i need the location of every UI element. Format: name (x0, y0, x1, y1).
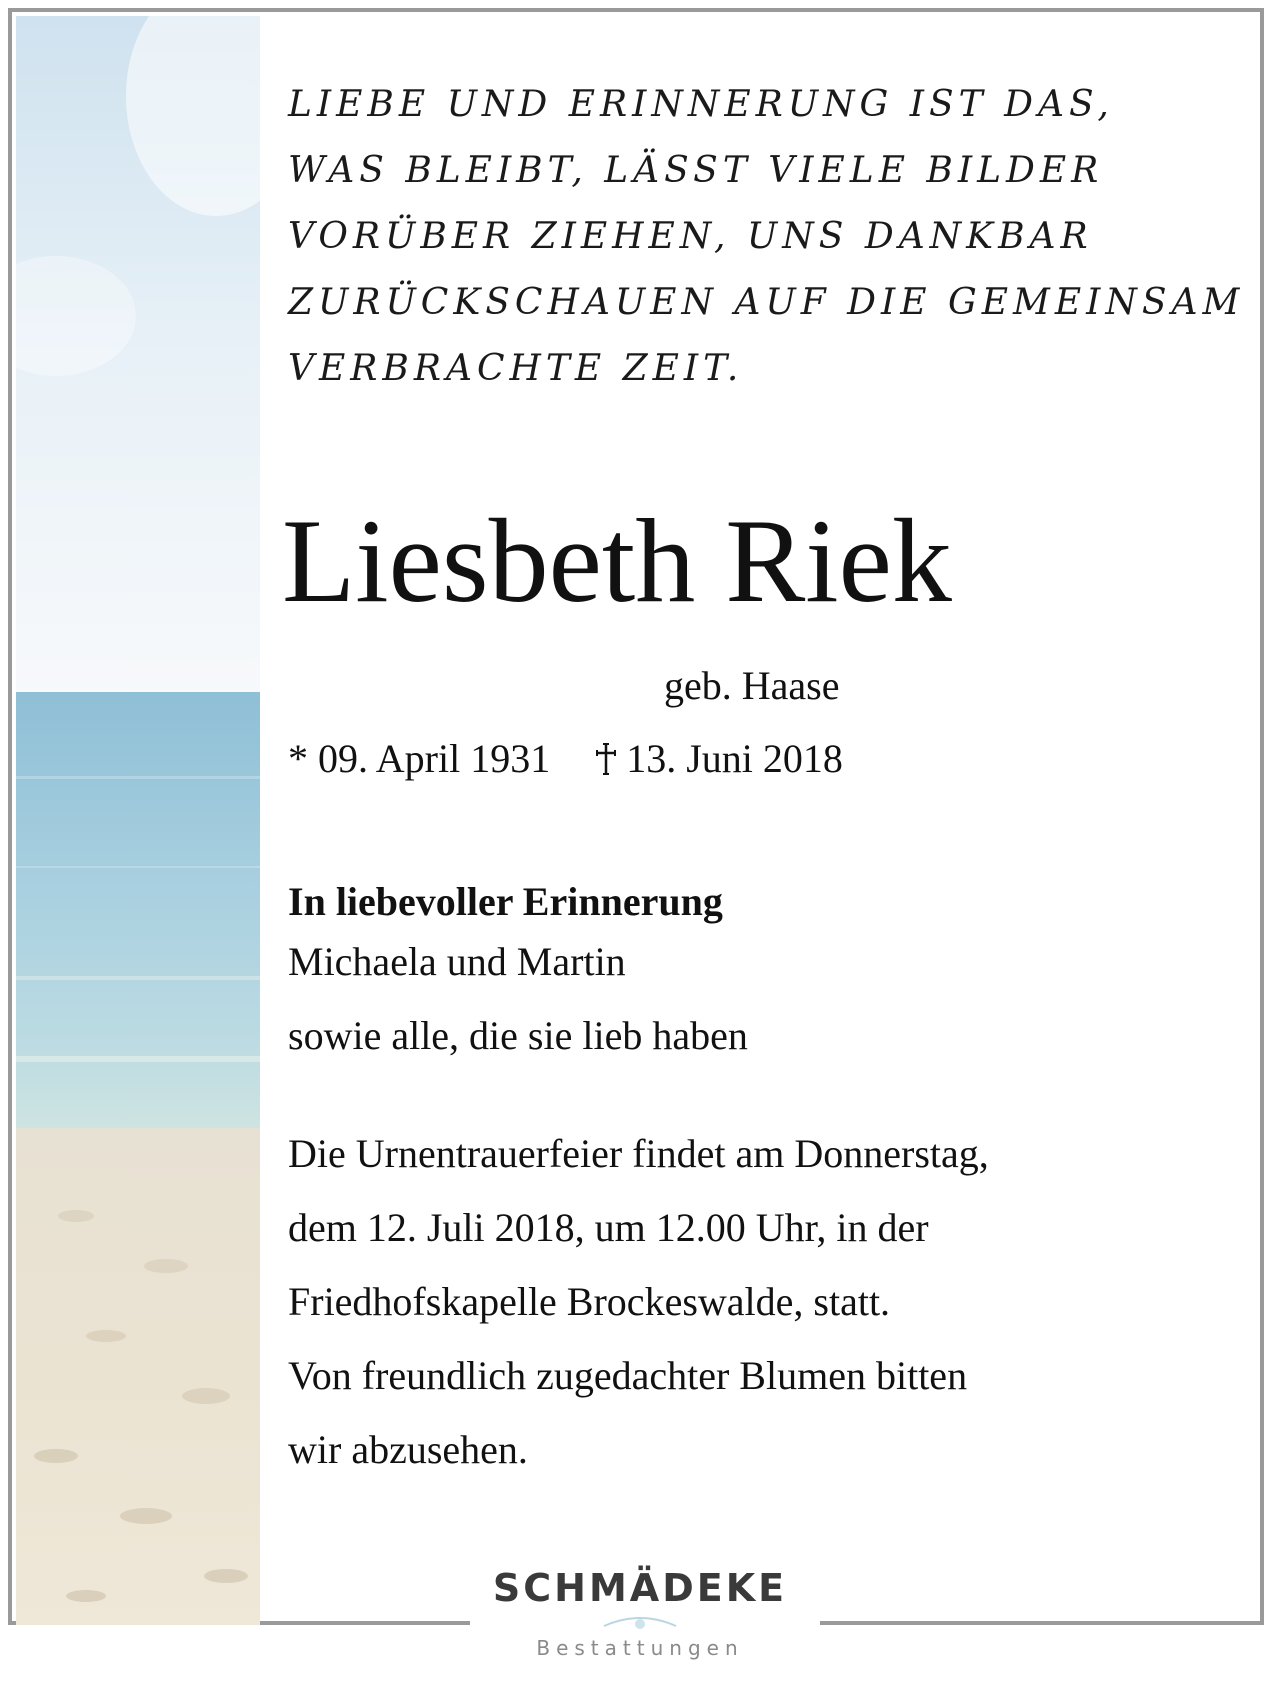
deceased-name: Liesbeth Riek (282, 494, 952, 627)
motto-line: LIEBE UND ERINNERUNG IST DAS, (288, 84, 1114, 125)
funeral-home-logo (440, 1566, 840, 1660)
motto-line: WAS BLEIBT, LÄSST VIELE BILDER (288, 150, 1104, 191)
motto-line: VORÜBER ZIEHEN, UNS DANKBAR (288, 216, 1093, 257)
service-line: wir abzusehen. (288, 1427, 528, 1472)
mourner-others: sowie alle, die sie lieb haben (288, 1013, 748, 1058)
maiden-name: geb. Haase (664, 663, 840, 708)
life-dates (288, 735, 1248, 786)
notice-content (282, 72, 1248, 1487)
service-line: dem 12. Juli 2018, um 12.00 Uhr, in der (288, 1205, 929, 1250)
motto-line: VERBRACHTE ZEIT. (288, 348, 744, 389)
birth-date: * 09. April 1931 (288, 736, 551, 781)
motto-verse (288, 72, 1248, 402)
funeral-home-name: SCHMÄDEKE (492, 1566, 788, 1610)
service-info (288, 1117, 1248, 1487)
swoosh-icon (600, 1612, 680, 1636)
memory-heading: In liebevoller Erinnerung (288, 879, 723, 924)
notice-frame (8, 8, 1264, 1625)
service-line: Friedhofskapelle Brockeswalde, statt. (288, 1279, 891, 1324)
death-date: 13. Juni 2018 (626, 736, 843, 781)
motto-line: ZURÜCKSCHAUEN AUF DIE GEMEINSAM (288, 282, 1245, 323)
cross-icon (594, 739, 618, 786)
service-line: Die Urnentrauerfeier findet am Donnerstag, (288, 1131, 989, 1176)
beach-sea-image (16, 16, 260, 1625)
mourner-names: Michaela und Martin (288, 939, 626, 984)
service-line: Von freundlich zugedachter Blumen bitten (288, 1353, 968, 1398)
funeral-home-subtitle: Bestattungen (536, 1636, 744, 1660)
